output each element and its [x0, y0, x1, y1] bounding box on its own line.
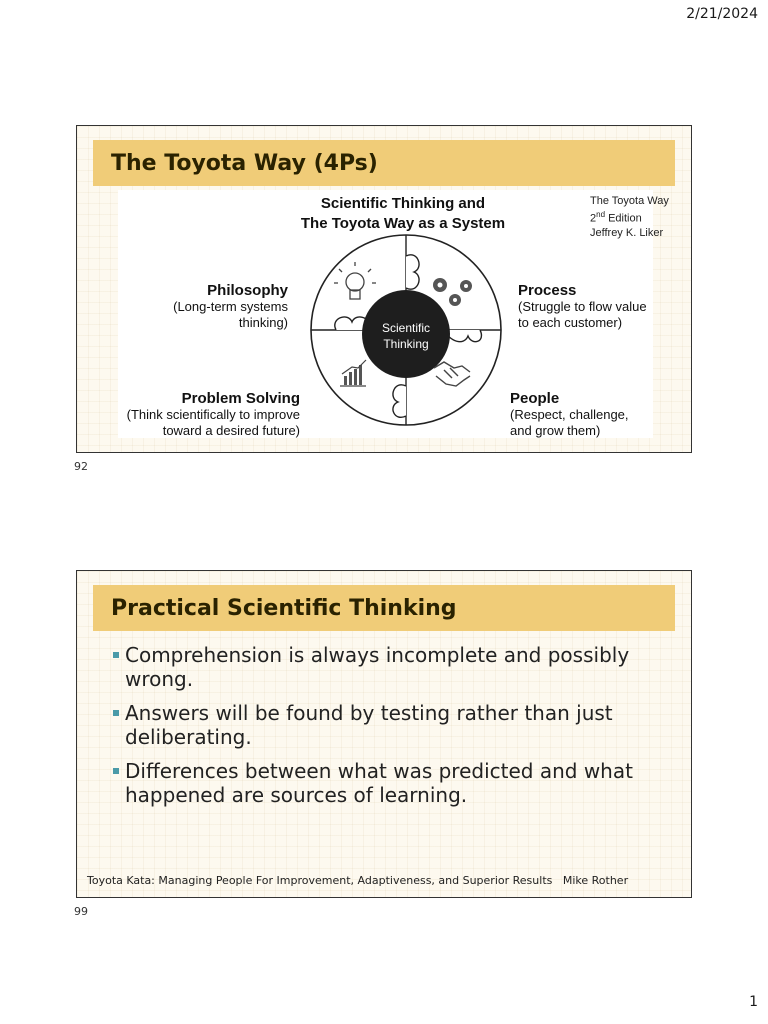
footer-citation: Toyota Kata: Managing People For Improvement, Adaptiveness, and Superior Results Mike Rother — [87, 874, 629, 887]
square-bullet-icon — [113, 710, 119, 716]
center-label: Scientific Thinking — [381, 321, 431, 351]
slide-number: 92 — [74, 460, 88, 473]
people-label: People (Respect, challenge, and grow them) — [510, 390, 629, 438]
slide-practical-scientific-thinking — [76, 570, 692, 898]
slide-title: The Toyota Way (4Ps) — [93, 140, 675, 186]
page-number: 1 — [749, 994, 758, 1010]
philosophy-label: Philosophy (Long-term systems thinking) — [173, 282, 288, 330]
page-date: 2/21/2024 — [686, 6, 758, 22]
bullet-item: Answers will be found by testing rather than just deliberating. — [113, 701, 673, 749]
slide-title: Practical Scientific Thinking — [93, 585, 675, 631]
bullet-list — [113, 643, 673, 817]
process-label: Process (Struggle to flow value to each customer) — [518, 282, 647, 330]
diagram-title: Scientific Thinking and The Toyota Way as a System — [300, 195, 506, 232]
slide-number: 99 — [74, 905, 88, 918]
bullet-item: Comprehension is always incomplete and possibly wrong. — [113, 643, 673, 691]
toyota-way-diagram — [118, 190, 653, 438]
problem-solving-label: Problem Solving (Think scientifically to improve toward a desired future) — [126, 390, 300, 438]
square-bullet-icon — [113, 652, 119, 658]
slide-toyota-way — [76, 125, 692, 453]
square-bullet-icon — [113, 768, 119, 774]
source-citation: The Toyota Way 2nd Edition Jeffrey K. Liker — [590, 195, 669, 239]
bullet-item: Differences between what was predicted and what happened are sources of learning. — [113, 759, 673, 807]
